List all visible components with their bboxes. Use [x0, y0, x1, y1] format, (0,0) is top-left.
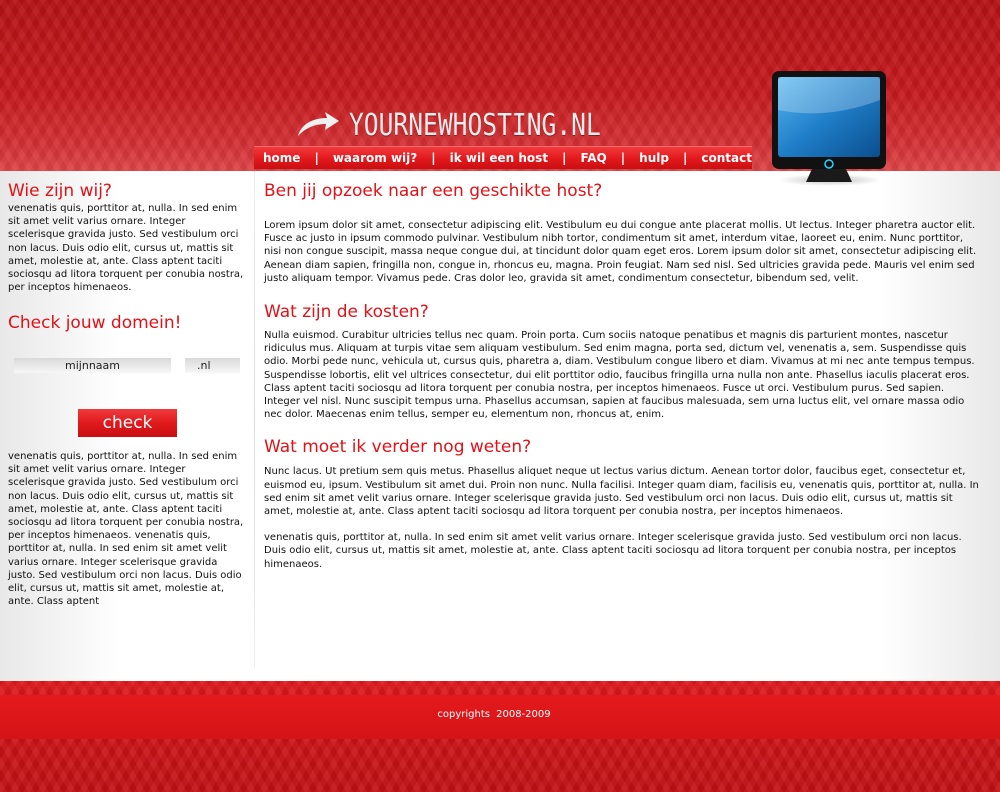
logo-text: YOURNEWHOSTING.NL — [349, 107, 601, 143]
section-more-info — [264, 436, 980, 570]
section-costs-text: Nulla euismod. Curabitur ultricies tellus nec quam. Proin porta. Cum sociis natoque penatibus et magnis dis parturient montes, nascetur ridiculus mus. Aliquam at turpis vitae sem aliquam vestibulum. Sed enim magna, porta sed, dictum vel, venenatis a, sem. Suspendisse quis odio. Morbi pede nunc, vehicula ut, cursus quis, pharetra a, diam. Vestibulum congue libero et diam. Vivamus at mi nec ante tempus tempus. Suspendisse lobortis, elit vel ultrices consectetur, dui elit porttitor odio, faucibus fringilla urna nulla non ante. Phasellus iaculis placerat eros. Class aptent taciti sociosqu ad litora torquent per conubia nostra, per inceptos himenaeos. Fusce ut orci. Vestibulum purus. Sed sapien. Integer vel nisl. Nunc suscipit tempus urna. Phasellus accumsan, sapien at faucibus malesuada, sem urna luctus elit, vel ornare massa odio nec dolor. Maecenas enim tellus, semper eu, elementum non, rhoncus at, enim. — [264, 330, 975, 421]
nav-separator: | — [562, 151, 567, 165]
footer — [0, 681, 1000, 792]
nav-hulp[interactable]: hulp — [639, 151, 669, 165]
nav-separator: | — [682, 151, 688, 165]
nav-home[interactable]: home — [263, 151, 301, 165]
nav-separator: | — [620, 151, 626, 165]
section-host-text: Lorem ipsum dolor sit amet, consectetur adipiscing elit. Vestibulum eu dui congue ante placerat mollis. Ut lectus. Integer pharetra auctor elit. Fusce ac justo in ipsum commodo pulvinar. Vestibulum nibh tortor, condimentum sit amet, interdum vitae, laoreet eu, enim. Nunc porttitor, nisi non congue suscipit, massa neque congue dui, at tincidunt dolor quam eget eros. Lorem ipsum dolor sit amet, consectetur adipiscing elit. Aenean diam sapien, fringilla non, congue in, rhoncus eu, magna. Proin feugiat. Nam sed nisl. Sed ultricies gravida pede. Mauris vel enim sed justo aliquam tempor. Vivamus pede. Cras dolor leo, gravida sit amet, condimentum consectetur, bibendum sed, velit. — [264, 220, 977, 284]
check-domain-button[interactable]: check — [78, 409, 177, 437]
tld-select[interactable]: .nl — [185, 358, 240, 373]
domain-check-title: Check jouw domein! — [8, 313, 182, 334]
section-more-info-text-2: venenatis quis, porttitor at, nulla. In sed enim sit amet velit varius ornare. Integer scelerisque gravida justo. Sed vestibulum orci non lacus. Duis odio elit, cursus ut, mattis sit amet, molestie at, ante. Class aptent taciti sociosqu ad litora torquent per conubia nostra, per inceptos himenaeos. — [264, 532, 962, 570]
sidebar — [8, 180, 244, 608]
sidebar-divider — [254, 171, 255, 668]
sidebar-bottom-text: venenatis quis, porttitor at, nulla. In sed enim sit amet velit varius ornare. Integer scelerisque gravida justo. Sed vestibulum orci non lacus. Duis odio elit, cursus ut, mattis sit amet, molestie at, ante. Class aptent taciti sociosqu ad litora torquent per conubia nostra, per inceptos himenaeos. venenatis quis, porttitor at, nulla. In sed enim sit amet velit varius ornare. Integer scelerisque gravida justo. Sed vestibulum orci non lacus. Duis odio elit, cursus ut, mattis sit amet, molestie at, ante. Class aptent — [8, 451, 244, 608]
section-costs-title: Wat zijn de kosten? — [264, 302, 429, 323]
nav-contact[interactable]: contact — [701, 151, 752, 165]
nav-faq[interactable]: FAQ — [580, 151, 607, 165]
section-more-info-title: Wat moet ik verder nog weten? — [264, 437, 532, 458]
logo-arrow-icon — [295, 110, 341, 140]
main-content — [264, 180, 980, 571]
nav-separator: | — [431, 151, 436, 165]
monitor-icon — [768, 70, 888, 186]
domain-name-input[interactable] — [14, 358, 171, 373]
site-logo[interactable] — [295, 105, 656, 145]
section-costs — [264, 301, 980, 421]
main-nav — [254, 146, 752, 169]
nav-ik-wil-een-host[interactable]: ik wil een host — [449, 151, 549, 165]
sidebar-title: Wie zijn wij? — [8, 181, 112, 201]
nav-waarom-wij[interactable]: waarom wij? — [332, 151, 418, 165]
copyright-text: copyrights 2008-2009 — [437, 709, 551, 720]
domain-check-form — [8, 358, 244, 382]
sidebar-intro-text: venenatis quis, porttitor at, nulla. In sed enim sit amet velit varius ornare. Integer scelerisque gravida justo. Sed vestibulum orci non lacus. Duis odio elit, cursus ut, mattis sit amet, molestie at, ante. Class aptent taciti sociosqu ad litora torquent per conubia nostra, per inceptos himenaeos. — [8, 203, 244, 294]
section-host — [264, 180, 980, 285]
section-more-info-text-1: Nunc lacus. Ut pretium sem quis metus. Phasellus aliquet neque ut lectus varius dictum. Aenean tortor dolor, faucibus eget, consectetur et, euismod eu, ipsum. Vestibulum sit amet dui. Proin non nunc. Nulla facilisi. Integer quam diam, facilisis eu, venenatis quis, porttitor at, nulla. In sed enim sit amet velit varius ornare. Integer scelerisque gravida justo. Sed vestibulum orci non lacus. Duis odio elit, cursus ut, mattis sit amet, molestie at, ante. Class aptent taciti sociosqu ad litora torquent per conubia nostra, per inceptos himenaeos. — [264, 466, 979, 518]
nav-separator: | — [314, 151, 319, 165]
section-host-title: Ben jij opzoek naar een geschikte host? — [264, 181, 603, 201]
